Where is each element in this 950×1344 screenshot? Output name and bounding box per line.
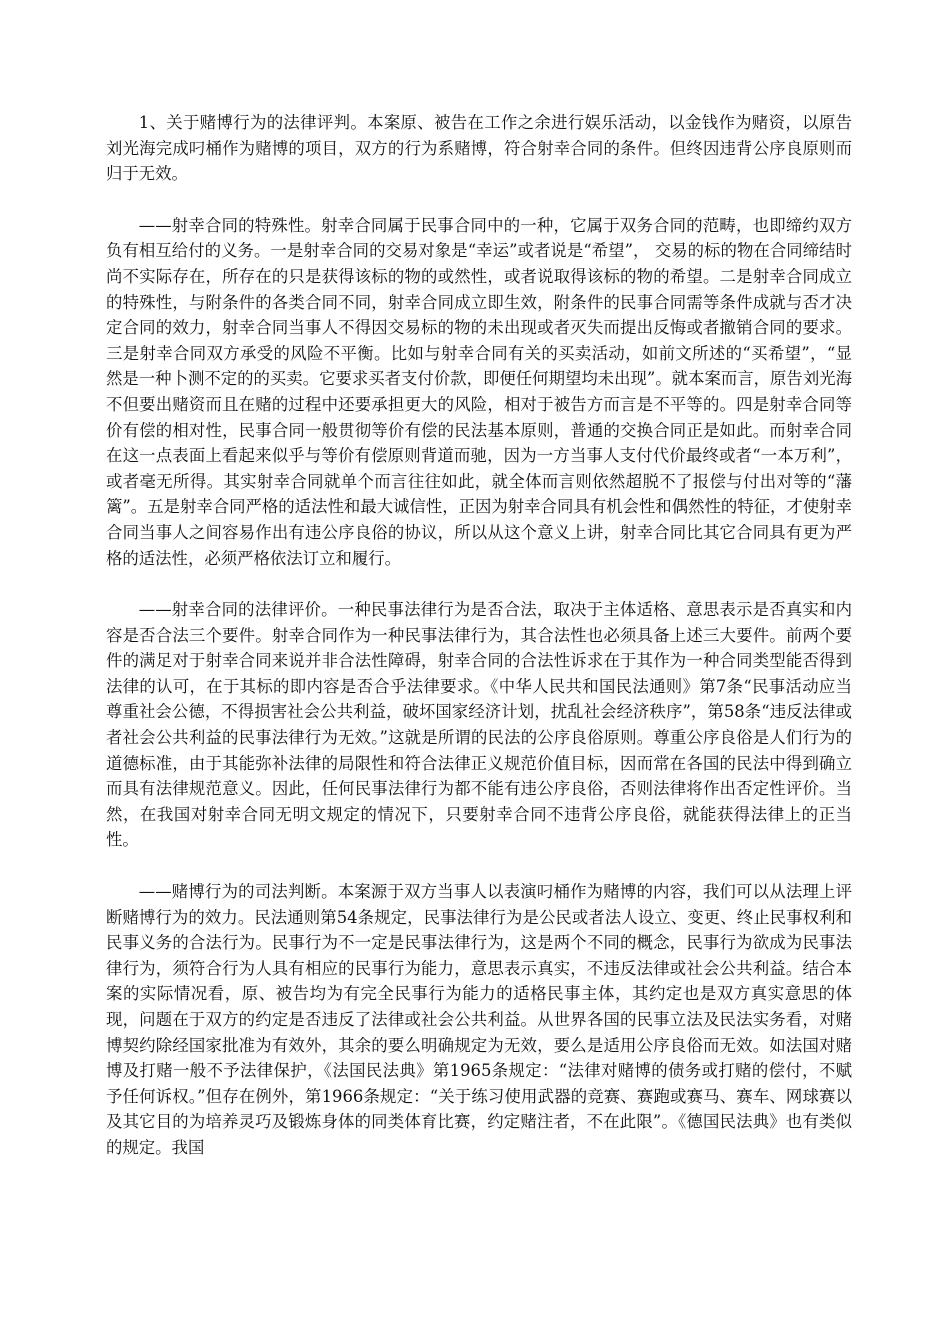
paragraph-aleatory-contract-legal-evaluation: ——射幸合同的法律评价。一种民事法律行为是否合法，取决于主体适格、意思表示是否真实和内容是否合法三个要件。射幸合同作为一种民事法律行为，其合法性也必须具备上述三大要件。前两个要件的满足对于射幸合同来说并非合法性障碍，射幸合同的合法性诉求在于其作为一种合同类型能否得到法律的认可，在于其标的即内容是否合乎法律要求。《中华人民共和国民法通则》第7条“民事活动应当尊重社会公德，不得损害社会公共利益，破坏国家经济计划，扰乱社会经济秩序”，第58条“违反法律或者社会公共利益的民事法律行为无效。”这就是所谓的民法的公序良俗原则。尊重公序良俗是人们行为的道德标准，由于其能弥补法律的局限性和符合法律正义规范价值目标，因而常在各国的民法中得到确立而具有法律规范意义。因此，任何民事法律行为都不能有违公序良俗，否则法律将作出否定性评价。当然，在我国对射幸合同无明文规定的情况下，只要射幸合同不违背公序良俗，就能获得法律上的正当性。 [106, 600, 852, 850]
paragraph-aleatory-contract-features: ——射幸合同的特殊性。射幸合同属于民事合同中的一种，它属于双务合同的范畴，也即缔约双方负有相互给付的义务。一是射幸合同的交易对象是“幸运”或者说是“希望”， 交易的标的物在合同缔结时尚不实际存在，所存在的只是获得该标的物的或然性，或者说取得该标的物的希望。二是射幸合同成立的特殊性，与附条件的各类合同不同，射幸合同成立即生效，附条件的民事合同需等条件成就与否才决定合同的效力，射幸合同当事人不得因交易标的物的未出现或者灭失而提出反悔或者撤销合同的要求。三是射幸合同双方承受的风险不平衡。比如与射幸合同有关的买卖活动，如前文所述的“买希望”，“显然是一种卜测不定的的买卖。它要求买者支付价款，即便任何期望均未出现”。就本案而言，原告刘光海不但要出赌资而且在赌的过程中还要承担更大的风险，相对于被告方而言是不平等的。四是射幸合同等价有偿的相对性，民事合同一般贯彻等价有偿的民法基本原则，普通的交换合同正是如此。而射幸合同在这一点表面上看起来似乎与等价有偿原则背道而驰，因为一方当事人支付代价最终或者“一本万利”，或者毫无所得。其实射幸合同就单个而言往往如此，就全体而言则依然超脱不了报偿与付出对等的“藩篱”。五是射幸合同严格的适法性和最大诚信性，正因为射幸合同具有机会性和偶然性的特征，才使射幸合同当事人之间容易作出有违公序良俗的协议，所以从这个意义上讲，射幸合同比其它合同具有更为严格的适法性，必须严格依法订立和履行。 [106, 215, 852, 568]
paragraph-gambling-evaluation: 1、关于赌博行为的法律评判。本案原、被告在工作之余进行娱乐活动，以金钱作为赌资，以原告刘光海完成叼桶作为赌博的项目，双方的行为系赌博，符合射幸合同的条件。但终因违背公序良原则而归于无效。 [106, 113, 852, 184]
document-body [106, 110, 852, 1187]
paragraph-gambling-judicial-judgment: ——赌博行为的司法判断。本案源于双方当事人以表演叼桶作为赌博的内容，我们可以从法理上评断赌博行为的效力。民法通则第54条规定，民事法律行为是公民或者法人设立、变更、终止民事权利和民事义务的合法行为。民事行为不一定是民事法律行为，这是两个不同的概念，民事行为欲成为民事法律行为，须符合行为人具有相应的民事行为能力，意思表示真实，不违反法律或社会公共利益。结合本案的实际情况看，原、被告均为有完全民事行为能力的适格民事主体，其约定也是双方真实意思的体现，问题在于双方的约定是否违反了法律或社会公共利益。从世界各国的民事立法及民法实务看，对赌博契约除经国家批准为有效外，其余的要么明确规定为无效，要么是适用公序良俗而无效。如法国对赌博及打赌一般不予法律保护，《法国民法典》第1965条规定：“法律对赌博的债务或打赌的偿付，不赋予任何诉权。”但存在例外，第1966条规定：“关于练习使用武器的竞赛、赛跑或赛马、赛车、网球赛以及其它目的为培养灵巧及锻炼身体的同类体育比赛，约定赌注者，不在此限”。《德国民法典》也有类似的规定。我国 [106, 882, 852, 1157]
